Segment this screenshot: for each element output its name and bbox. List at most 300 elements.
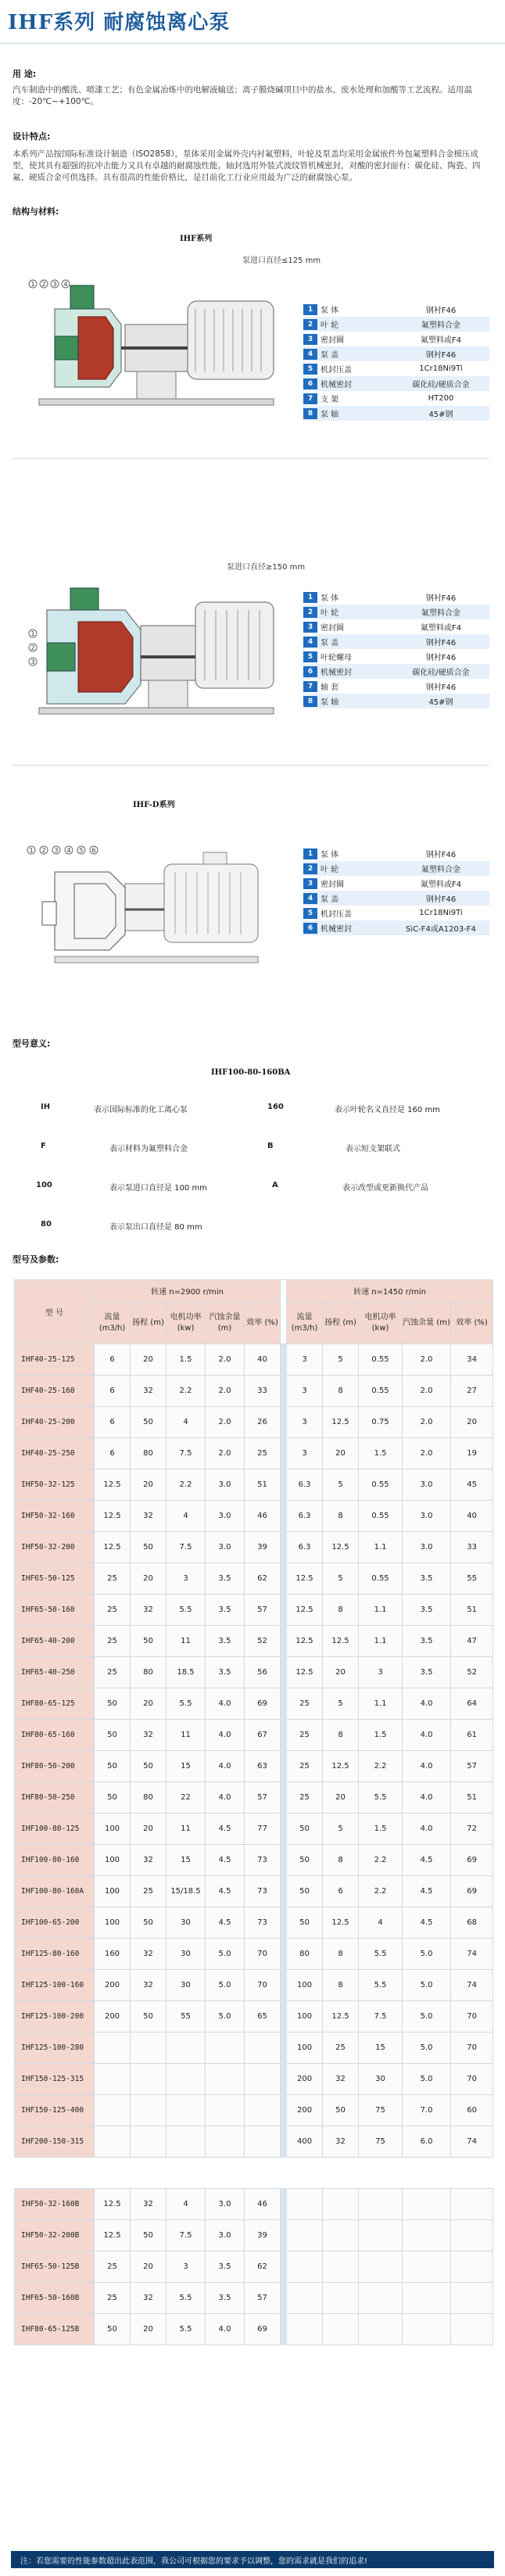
value-cell: 3.5 [206, 1657, 245, 1688]
value-cell: 5.5 [359, 1939, 403, 1970]
part-number: 2 [303, 319, 317, 330]
value-cell [206, 2095, 245, 2126]
part-material: 氟塑料合金 [421, 866, 460, 874]
value-cell: 57 [451, 1751, 493, 1782]
value-cell: 15/18.5 [167, 1876, 206, 1907]
part-name: 密封圈 [321, 624, 344, 633]
part-material: 钢衬F46 [425, 683, 457, 692]
value-cell: 70 [245, 1939, 281, 1970]
table-row [15, 1532, 493, 1563]
spec-separator [281, 1438, 287, 1469]
part-name: 机封压盖 [321, 910, 352, 919]
part-name: 机封压盖 [321, 366, 352, 375]
value-cell: 12.5 [95, 1532, 131, 1563]
value-cell: 6.3 [287, 1469, 323, 1501]
value-cell: 69 [451, 1845, 493, 1876]
value-cell: 50 [95, 1720, 131, 1751]
value-cell: 50 [131, 2001, 167, 2032]
value-cell: 47 [451, 1626, 493, 1657]
value-cell: 80 [131, 1438, 167, 1469]
motor [164, 864, 258, 942]
value-cell [245, 2095, 281, 2126]
table-row [15, 2126, 493, 2158]
value-cell: 25 [323, 2032, 359, 2064]
model-cell: IHF65-50-125 [15, 1563, 95, 1595]
gap-cell [359, 2158, 403, 2189]
model-3-name: IHF-D系列 [133, 801, 175, 809]
value-cell: 50 [95, 2314, 131, 2345]
model-cell: IHF65-50-160B [15, 2283, 95, 2314]
value-cell: 50 [131, 1532, 167, 1563]
value-cell: 3.0 [206, 2189, 245, 2220]
value-cell: 25 [287, 1720, 323, 1751]
value-cell [323, 2314, 359, 2345]
value-cell [403, 2189, 451, 2220]
part-material: 1Cr18Ni9Ti [419, 909, 463, 917]
spec-separator [281, 1876, 287, 1907]
value-cell: 3.5 [403, 1563, 451, 1595]
value-cell [287, 2220, 323, 2251]
part-name: 密封圈 [321, 881, 344, 889]
svg-text:3: 3 [30, 658, 35, 666]
value-cell [451, 2314, 493, 2345]
value-cell: 80 [287, 1939, 323, 1970]
part-name: 叶轮螺母 [321, 654, 352, 662]
value-cell: 100 [95, 1845, 131, 1876]
gap-cell [206, 2158, 245, 2189]
table-row [15, 1595, 493, 1626]
value-cell: 25 [245, 1438, 281, 1469]
spec-separator [281, 1782, 287, 1814]
part-row [303, 376, 489, 391]
table-row [15, 2314, 493, 2345]
svg-text:3: 3 [52, 281, 57, 288]
table-row [15, 1970, 493, 2001]
model-2-caption: 泵进口直径≥150 mm [227, 563, 306, 572]
part-material: 钢衬F46 [425, 639, 457, 648]
model-cell: IHF50-32-200B [15, 2220, 95, 2251]
value-cell: 50 [287, 1876, 323, 1907]
value-cell: 15 [359, 2032, 403, 2064]
part-row [303, 605, 489, 619]
model-header: 型 号 [15, 1280, 95, 1344]
value-cell: 3.0 [206, 1501, 245, 1532]
value-cell: 3 [167, 2251, 206, 2283]
model-cell: IHF40-25-200 [15, 1407, 95, 1438]
part-number: 3 [303, 334, 317, 345]
value-cell: 80 [131, 1782, 167, 1814]
part-name: 泵 轴 [321, 698, 339, 707]
spec-separator [281, 2189, 287, 2220]
model-1-name: IHF系列 [180, 235, 213, 243]
value-cell: 2.0 [403, 1344, 451, 1376]
value-cell: 4.0 [403, 1751, 451, 1782]
value-cell: 50 [287, 1845, 323, 1876]
value-cell: 12.5 [287, 1657, 323, 1688]
value-cell: 26 [245, 1407, 281, 1438]
table-row [15, 1751, 493, 1782]
part-name: 机械密封 [321, 925, 352, 934]
value-cell: 4.0 [403, 1720, 451, 1751]
spec-heading: 型号及参数: [13, 1254, 59, 1265]
value-cell: 100 [287, 1970, 323, 2001]
value-cell: 3.0 [403, 1501, 451, 1532]
value-cell: 5.5 [167, 2314, 206, 2345]
value-cell: 3 [287, 1376, 323, 1407]
part-material: HT200 [428, 394, 454, 403]
part-material: 45#钢 [428, 698, 453, 707]
value-cell: 4.5 [206, 1845, 245, 1876]
value-cell: 67 [245, 1720, 281, 1751]
table-row [15, 1782, 493, 1814]
col-header-a-4: 效率 (%) [245, 1302, 281, 1344]
table-row [15, 2064, 493, 2095]
meaning-key: B [267, 1142, 274, 1150]
value-cell: 3.5 [206, 2251, 245, 2283]
col-header-a-0: 流量 (m3/h) [95, 1302, 131, 1344]
value-cell: 12.5 [287, 1563, 323, 1595]
spec-separator [281, 2095, 287, 2126]
value-cell [206, 2032, 245, 2064]
model-cell: IHF50-32-200 [15, 1532, 95, 1563]
value-cell: 32 [131, 1501, 167, 1532]
part-number: 5 [303, 908, 317, 919]
value-cell: 72 [451, 1814, 493, 1845]
part-row [303, 406, 489, 421]
spec-separator [281, 1939, 287, 1970]
model-1-caption: 泵进口直径≤125 mm [242, 257, 321, 265]
part-row [303, 634, 489, 649]
part-number: 8 [303, 696, 317, 707]
part-row [303, 891, 489, 906]
value-cell: 8 [323, 1376, 359, 1407]
value-cell: 20 [131, 1344, 167, 1376]
value-cell: 100 [95, 1907, 131, 1939]
part-material: SiC-F4或A1203-F4 [406, 925, 476, 934]
value-cell: 20 [131, 1469, 167, 1501]
spec-separator [281, 1469, 287, 1501]
gap-cell [95, 2158, 131, 2189]
value-cell [167, 2064, 206, 2095]
value-cell: 33 [245, 1376, 281, 1407]
value-cell: 30 [359, 2064, 403, 2095]
table-row [15, 1376, 493, 1407]
value-cell [359, 2314, 403, 2345]
meaning-key: 80 [41, 1220, 52, 1229]
value-cell [206, 2064, 245, 2095]
title-bar [0, 0, 505, 44]
value-cell: 4 [167, 1407, 206, 1438]
value-cell: 57 [245, 2283, 281, 2314]
value-cell: 20 [323, 1657, 359, 1688]
svg-text:2: 2 [30, 644, 35, 651]
svg-text:1: 1 [30, 630, 35, 637]
value-cell: 0.55 [359, 1563, 403, 1595]
value-cell: 12.5 [287, 1626, 323, 1657]
value-cell [403, 2251, 451, 2283]
value-cell: 6 [95, 1407, 131, 1438]
value-cell: 74 [451, 1970, 493, 2001]
value-cell [131, 2095, 167, 2126]
value-cell: 5.5 [167, 2283, 206, 2314]
value-cell: 0.75 [359, 1407, 403, 1438]
value-cell: 100 [287, 2032, 323, 2064]
spec-separator [281, 1595, 287, 1626]
part-number: 3 [303, 622, 317, 633]
value-cell: 2.2 [167, 1376, 206, 1407]
part-row [303, 302, 489, 317]
meaning-key: 100 [36, 1181, 52, 1189]
model-cell: IHF65-50-160 [15, 1595, 95, 1626]
value-cell [95, 2064, 131, 2095]
usage-heading: 用 途: [13, 69, 37, 79]
value-cell: 30 [167, 1939, 206, 1970]
table-row [15, 2189, 493, 2220]
part-material: 1Cr18Ni9Ti [419, 364, 463, 373]
value-cell: 32 [131, 2283, 167, 2314]
part-number: 7 [303, 393, 317, 404]
model-cell: IHF40-25-125 [15, 1344, 95, 1376]
spec-separator [281, 2220, 287, 2251]
value-cell: 45 [451, 1469, 493, 1501]
value-cell: 7.0 [403, 2095, 451, 2126]
meaning-row [23, 1142, 485, 1181]
base-plate [39, 708, 274, 714]
value-cell: 2.0 [206, 1344, 245, 1376]
table-row [15, 2001, 493, 2032]
value-cell: 12.5 [323, 1407, 359, 1438]
table-row [15, 1626, 493, 1657]
value-cell: 69 [451, 1876, 493, 1907]
model-cell: IHF80-65-125 [15, 1688, 95, 1720]
value-cell: 4.5 [206, 1814, 245, 1845]
motor [195, 602, 274, 688]
value-cell: 2.0 [403, 1407, 451, 1438]
value-cell: 0.55 [359, 1376, 403, 1407]
value-cell: 5.0 [403, 2001, 451, 2032]
part-number: 7 [303, 681, 317, 692]
part-row [303, 906, 489, 920]
value-cell: 5 [323, 1688, 359, 1720]
value-cell: 61 [451, 1720, 493, 1751]
value-cell: 50 [131, 2220, 167, 2251]
svg-text:5: 5 [79, 847, 84, 854]
speed-a-header: 转速 n=2900 r/min [95, 1280, 281, 1302]
gap-cell [323, 2158, 359, 2189]
meaning-example: IHF100-80-160BA [211, 1068, 291, 1077]
value-cell: 7.5 [167, 1532, 206, 1563]
value-cell: 25 [95, 2283, 131, 2314]
meaning-value: 表示材料为氟塑料合金 [109, 1145, 188, 1153]
value-cell [287, 2283, 323, 2314]
meaning-value: 表示泵进口直径是 100 mm [109, 1184, 207, 1193]
value-cell: 25 [95, 2251, 131, 2283]
value-cell: 12.5 [323, 1907, 359, 1939]
value-cell: 20 [323, 1438, 359, 1469]
meaning-value: 表示改型或更新换代产品 [342, 1184, 428, 1193]
part-number: 1 [303, 849, 317, 859]
value-cell: 75 [359, 2095, 403, 2126]
part-name: 泵 盖 [321, 639, 339, 648]
part-name: 密封圈 [321, 336, 344, 345]
value-cell: 20 [131, 1814, 167, 1845]
value-cell: 32 [131, 1376, 167, 1407]
value-cell: 52 [245, 1626, 281, 1657]
parts-list-1 [303, 302, 489, 421]
value-cell [359, 2220, 403, 2251]
value-cell: 51 [245, 1469, 281, 1501]
pump-drawing-2 [23, 579, 289, 727]
value-cell: 200 [95, 1970, 131, 2001]
table-row [15, 1688, 493, 1720]
part-material: 钢衬F46 [425, 594, 457, 603]
value-cell: 25 [95, 1595, 131, 1626]
spec-body [15, 1344, 493, 2345]
value-cell: 5 [323, 1344, 359, 1376]
value-cell: 34 [451, 1344, 493, 1376]
value-cell: 12.5 [323, 1751, 359, 1782]
value-cell: 0.55 [359, 1501, 403, 1532]
outlet-flange [70, 285, 94, 309]
value-cell: 200 [95, 2001, 131, 2032]
meaning-value: 表示泵出口直径是 80 mm [109, 1223, 202, 1232]
value-cell [359, 2189, 403, 2220]
meaning-key: A [272, 1181, 278, 1189]
value-cell [167, 2126, 206, 2158]
part-name: 泵 轴 [321, 411, 339, 419]
value-cell: 4.0 [403, 1782, 451, 1814]
value-cell: 6 [95, 1344, 131, 1376]
model-cell: IHF125-100-200 [15, 2001, 95, 2032]
table-row [15, 1344, 493, 1376]
spec-separator [281, 1814, 287, 1845]
value-cell [323, 2189, 359, 2220]
value-cell: 19 [451, 1438, 493, 1469]
part-row [303, 664, 489, 679]
spec-separator [281, 1532, 287, 1563]
part-material: 氟塑料合金 [421, 321, 460, 330]
value-cell: 4.0 [206, 2314, 245, 2345]
part-number: 4 [303, 893, 317, 904]
model-cell: IHF100-65-200 [15, 1907, 95, 1939]
part-name: 机械密封 [321, 669, 352, 677]
value-cell: 7.5 [167, 1438, 206, 1469]
meaning-row [23, 1220, 485, 1259]
spec-separator [281, 1688, 287, 1720]
col-header-a-2: 电机功率 (kw) [167, 1302, 206, 1344]
spec-separator [281, 2251, 287, 2283]
value-cell: 46 [245, 1501, 281, 1532]
value-cell [323, 2220, 359, 2251]
value-cell: 57 [245, 1782, 281, 1814]
part-material: 碳化硅/硬质合金 [412, 381, 470, 389]
table-row [15, 1907, 493, 1939]
part-row [303, 861, 489, 876]
part-number: 2 [303, 863, 317, 874]
value-cell: 32 [131, 1845, 167, 1876]
value-cell: 5 [323, 1469, 359, 1501]
part-row [303, 346, 489, 361]
value-cell: 32 [131, 2189, 167, 2220]
gap-cell [451, 2158, 493, 2189]
value-cell: 2.2 [167, 1469, 206, 1501]
value-cell: 40 [451, 1501, 493, 1532]
value-cell: 65 [245, 2001, 281, 2032]
value-cell: 50 [287, 1907, 323, 1939]
value-cell: 50 [131, 1751, 167, 1782]
value-cell [245, 2032, 281, 2064]
meaning-value: 表示国际标准的化工离心泵 [94, 1106, 188, 1114]
spec-separator [281, 1344, 287, 1376]
part-material: 氟塑料或F4 [420, 336, 462, 345]
model-cell: IHF125-100-280 [15, 2032, 95, 2064]
usage-text: 汽车制造中的酸洗、喷漆工艺；有色金属冶炼中的电解液输送；离子膜烧碱项目中的盐水，废水处理和加酸等工艺流程。适用温度：-20℃~+100℃。 [13, 85, 472, 106]
value-cell: 68 [451, 1907, 493, 1939]
value-cell: 200 [287, 2095, 323, 2126]
value-cell: 12.5 [323, 1532, 359, 1563]
value-cell: 70 [451, 2064, 493, 2095]
value-cell: 30 [167, 1907, 206, 1939]
value-cell: 50 [323, 2095, 359, 2126]
value-cell: 1.5 [359, 1814, 403, 1845]
part-material: 碳化硅/硬质合金 [412, 669, 470, 677]
value-cell: 5.0 [206, 1939, 245, 1970]
model-cell: IHF80-65-125B [15, 2314, 95, 2345]
value-cell: 4 [167, 1501, 206, 1532]
value-cell [287, 2314, 323, 2345]
spec-separator [281, 1907, 287, 1939]
value-cell: 3 [167, 1563, 206, 1595]
value-cell: 56 [245, 1657, 281, 1688]
col-header-a-1: 扬程 (m) [131, 1302, 167, 1344]
part-name: 泵 体 [321, 594, 339, 603]
meaning-key: IH [41, 1103, 51, 1111]
value-cell [451, 2283, 493, 2314]
value-cell: 27 [451, 1376, 493, 1407]
svg-text:3: 3 [54, 847, 59, 854]
value-cell: 50 [131, 1626, 167, 1657]
impeller [78, 622, 133, 692]
value-cell: 7.5 [167, 2220, 206, 2251]
part-name: 支 架 [321, 396, 339, 404]
value-cell: 32 [131, 1970, 167, 2001]
part-number: 4 [303, 637, 317, 648]
value-cell [323, 2283, 359, 2314]
table-row [15, 1814, 493, 1845]
table-row [15, 1876, 493, 1907]
value-cell [403, 2314, 451, 2345]
value-cell: 4.0 [403, 1814, 451, 1845]
value-cell: 80 [131, 1657, 167, 1688]
value-cell [131, 2064, 167, 2095]
table-row [15, 1720, 493, 1751]
value-cell: 2.2 [359, 1845, 403, 1876]
value-cell: 62 [245, 1563, 281, 1595]
value-cell: 3.5 [403, 1657, 451, 1688]
svg-text:2: 2 [41, 281, 46, 288]
part-name: 叶 轮 [321, 321, 339, 330]
inlet-flange [42, 902, 56, 925]
table-row [15, 2220, 493, 2251]
svg-text:4: 4 [66, 847, 71, 854]
part-row [303, 590, 489, 605]
part-name: 泵 盖 [321, 351, 339, 360]
value-cell: 55 [451, 1563, 493, 1595]
value-cell: 0.55 [359, 1469, 403, 1501]
value-cell [359, 2283, 403, 2314]
value-cell: 51 [451, 1782, 493, 1814]
footer-note: 注：若您需要的性能参数超出此表范围，我公司可根据您的要求予以调整，您的需求就是我们的追求! [11, 2551, 494, 2568]
